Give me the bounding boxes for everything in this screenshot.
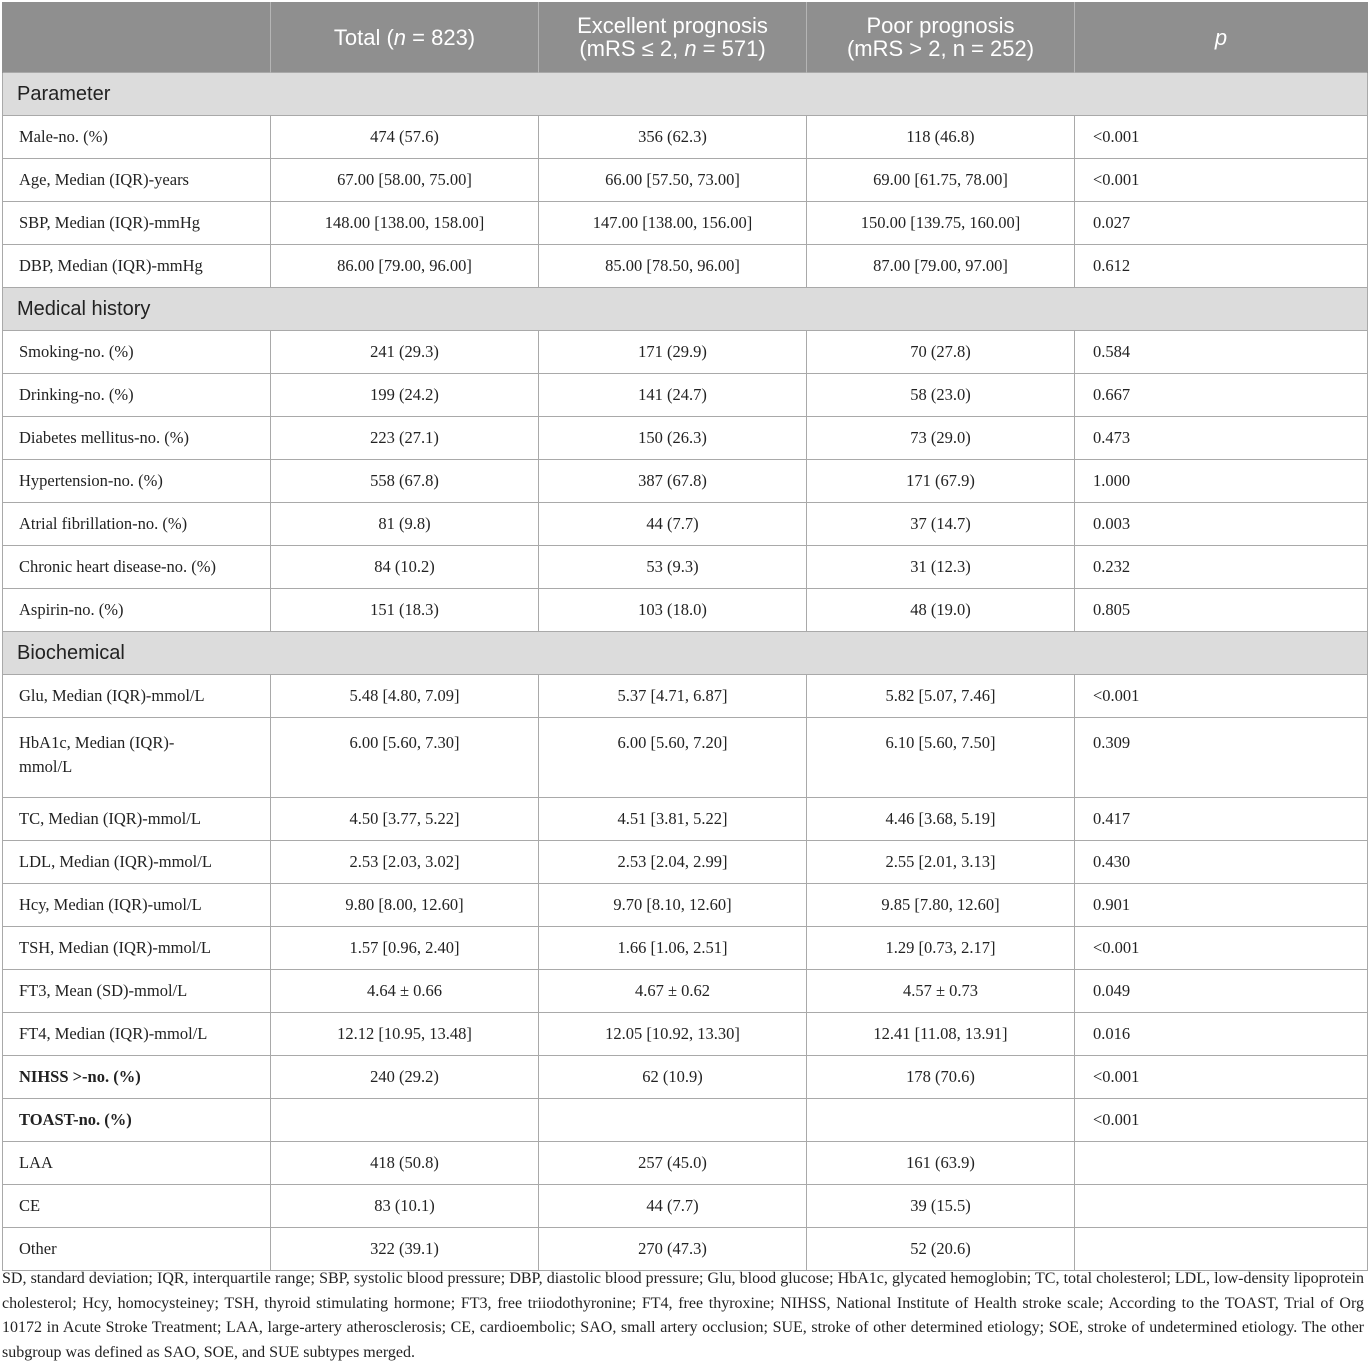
cell-excellent: 147.00 [138.00, 156.00] [539, 202, 807, 245]
table-row [3, 884, 1368, 927]
cell-excellent: 44 (7.7) [539, 1185, 807, 1228]
cell-poor: 48 (19.0) [807, 589, 1075, 632]
cell-p: <0.001 [1075, 927, 1368, 970]
cell-excellent: 103 (18.0) [539, 589, 807, 632]
table-row [3, 546, 1368, 589]
row-label: Hcy, Median (IQR)-umol/L [3, 884, 271, 927]
cell-poor: 4.57 ± 0.73 [807, 970, 1075, 1013]
cell-total: 86.00 [79.00, 96.00] [271, 245, 539, 288]
section-biochemical: Biochemical [3, 632, 1368, 675]
cell-total: 84 (10.2) [271, 546, 539, 589]
row-label: Other [3, 1228, 271, 1271]
cell-total: 240 (29.2) [271, 1056, 539, 1099]
cell-poor: 58 (23.0) [807, 374, 1075, 417]
cell-excellent: 6.00 [5.60, 7.20] [539, 718, 807, 798]
cell-p: 0.003 [1075, 503, 1368, 546]
cell-p: 0.612 [1075, 245, 1368, 288]
cell-poor: 118 (46.8) [807, 116, 1075, 159]
cell-p [1075, 1142, 1368, 1185]
cell-excellent: 171 (29.9) [539, 331, 807, 374]
cell-total: 6.00 [5.60, 7.30] [271, 718, 539, 798]
table-row [3, 970, 1368, 1013]
cell-poor: 1.29 [0.73, 2.17] [807, 927, 1075, 970]
cell-p: <0.001 [1075, 159, 1368, 202]
table-row [3, 718, 1368, 798]
row-label: Aspirin-no. (%) [3, 589, 271, 632]
row-label: CE [3, 1185, 271, 1228]
section-parameter: Parameter [3, 73, 1368, 116]
table-row [3, 675, 1368, 718]
cell-total: 241 (29.3) [271, 331, 539, 374]
cell-excellent: 1.66 [1.06, 2.51] [539, 927, 807, 970]
cell-total: 322 (39.1) [271, 1228, 539, 1271]
cell-total: 418 (50.8) [271, 1142, 539, 1185]
section-row [3, 73, 1368, 116]
cell-total: 9.80 [8.00, 12.60] [271, 884, 539, 927]
cell-total: 5.48 [4.80, 7.09] [271, 675, 539, 718]
cell-excellent: 387 (67.8) [539, 460, 807, 503]
cell-excellent: 150 (26.3) [539, 417, 807, 460]
table-row [3, 798, 1368, 841]
cell-p: 0.027 [1075, 202, 1368, 245]
table-row [3, 1013, 1368, 1056]
cell-p [1075, 1185, 1368, 1228]
table-row [3, 245, 1368, 288]
row-label: TSH, Median (IQR)-mmol/L [3, 927, 271, 970]
cell-excellent: 9.70 [8.10, 12.60] [539, 884, 807, 927]
row-label: Age, Median (IQR)-years [3, 159, 271, 202]
cell-poor: 2.55 [2.01, 3.13] [807, 841, 1075, 884]
cell-p: 0.417 [1075, 798, 1368, 841]
header-excellent-line1: Excellent prognosis [577, 13, 768, 38]
cell-excellent: 5.37 [4.71, 6.87] [539, 675, 807, 718]
section-medical-history: Medical history [3, 288, 1368, 331]
table-row [3, 1228, 1368, 1271]
row-label: DBP, Median (IQR)-mmHg [3, 245, 271, 288]
cell-p: 0.309 [1075, 718, 1368, 798]
header-p-label: p [1214, 24, 1228, 50]
header-total-post: = 823) [406, 24, 476, 50]
header-total-pre: Total ( [333, 24, 394, 50]
cell-total [271, 1099, 539, 1142]
cell-poor: 52 (20.6) [807, 1228, 1075, 1271]
row-label: TOAST-no. (%) [3, 1099, 271, 1142]
cell-excellent [539, 1099, 807, 1142]
header-p-value [1075, 2, 1368, 73]
cell-excellent: 85.00 [78.50, 96.00] [539, 245, 807, 288]
cell-poor: 87.00 [79.00, 97.00] [807, 245, 1075, 288]
cell-p: 0.805 [1075, 589, 1368, 632]
cell-total: 4.50 [3.77, 5.22] [271, 798, 539, 841]
cell-p: <0.001 [1075, 1056, 1368, 1099]
cell-poor: 12.41 [11.08, 13.91] [807, 1013, 1075, 1056]
cell-p: 0.049 [1075, 970, 1368, 1013]
table-row [3, 841, 1368, 884]
cell-excellent: 257 (45.0) [539, 1142, 807, 1185]
row-label: SBP, Median (IQR)-mmHg [3, 202, 271, 245]
row-label: LDL, Median (IQR)-mmol/L [3, 841, 271, 884]
cell-p: 0.232 [1075, 546, 1368, 589]
cell-total: 474 (57.6) [271, 116, 539, 159]
header-blank [3, 2, 271, 73]
cell-excellent: 62 (10.9) [539, 1056, 807, 1099]
table-row [3, 1099, 1368, 1142]
row-label: LAA [3, 1142, 271, 1185]
cell-poor: 9.85 [7.80, 12.60] [807, 884, 1075, 927]
cell-total: 558 (67.8) [271, 460, 539, 503]
cell-total: 4.64 ± 0.66 [271, 970, 539, 1013]
cell-excellent: 66.00 [57.50, 73.00] [539, 159, 807, 202]
section-row [3, 288, 1368, 331]
cell-total: 223 (27.1) [271, 417, 539, 460]
table-row [3, 159, 1368, 202]
table-row [3, 331, 1368, 374]
cell-p: 1.000 [1075, 460, 1368, 503]
table-row [3, 1142, 1368, 1185]
row-label: Atrial fibrillation-no. (%) [3, 503, 271, 546]
table-row [3, 460, 1368, 503]
section-row [3, 632, 1368, 675]
cell-poor: 5.82 [5.07, 7.46] [807, 675, 1075, 718]
cell-poor: 4.46 [3.68, 5.19] [807, 798, 1075, 841]
cell-excellent: 4.51 [3.81, 5.22] [539, 798, 807, 841]
table-row [3, 116, 1368, 159]
cell-p: 0.667 [1075, 374, 1368, 417]
row-label: Diabetes mellitus-no. (%) [3, 417, 271, 460]
row-label: Chronic heart disease-no. (%) [3, 546, 271, 589]
table-row [3, 589, 1368, 632]
cell-p: 0.473 [1075, 417, 1368, 460]
table-row [3, 202, 1368, 245]
cell-p: <0.001 [1075, 1099, 1368, 1142]
header-poor-line2: (mRS > 2, n = 252) [846, 36, 1035, 61]
header-excellent-pre: (mRS ≤ 2, [579, 36, 685, 61]
row-label: Drinking-no. (%) [3, 374, 271, 417]
cell-excellent: 53 (9.3) [539, 546, 807, 589]
cell-excellent: 270 (47.3) [539, 1228, 807, 1271]
cell-poor: 178 (70.6) [807, 1056, 1075, 1099]
row-label: FT4, Median (IQR)-mmol/L [3, 1013, 271, 1056]
cell-poor: 69.00 [61.75, 78.00] [807, 159, 1075, 202]
table-row [3, 374, 1368, 417]
cell-p: 0.901 [1075, 884, 1368, 927]
header-total-n: n [393, 24, 407, 50]
cell-poor: 73 (29.0) [807, 417, 1075, 460]
header-excellent-n: n [684, 36, 697, 61]
cell-poor: 6.10 [5.60, 7.50] [807, 718, 1075, 798]
table-row [3, 1056, 1368, 1099]
row-label: TC, Median (IQR)-mmol/L [3, 798, 271, 841]
row-label: FT3, Mean (SD)-mmol/L [3, 970, 271, 1013]
cell-poor [807, 1099, 1075, 1142]
cell-poor: 70 (27.8) [807, 331, 1075, 374]
cell-excellent: 141 (24.7) [539, 374, 807, 417]
cell-excellent: 356 (62.3) [539, 116, 807, 159]
table-row [3, 503, 1368, 546]
table-footnote: SD, standard deviation; IQR, interquartile range; SBP, systolic blood pressure; DBP, diastolic blood pressure; Glu, blood glucose; HbA1c, glycated hemoglobin; TC, total cholesterol; LDL, low-density lipoprotein cholesterol; Hcy, homocysteiney; TSH, thyroid stimulating hormone; FT3, free triiodothyronine; FT4, free thyroxine; NIHSS, National Institute of Health stroke scale; According to the TOAST, Trial of Org 10172 in Acute Stroke Treatment; LAA, large-artery atherosclerosis; CE, cardioembolic; SAO, small artery occlusion; SUE, stroke of other determined etiology; SOE, stroke of undetermined etiology. The other subgroup was defined as SAO, SOE, and SUE subtypes merged. [2, 1270, 1364, 1361]
cell-p: 0.584 [1075, 331, 1368, 374]
table-container [2, 2, 1367, 1271]
cell-poor: 171 (67.9) [807, 460, 1075, 503]
cell-total: 12.12 [10.95, 13.48] [271, 1013, 539, 1056]
cell-excellent: 2.53 [2.04, 2.99] [539, 841, 807, 884]
cell-total: 81 (9.8) [271, 503, 539, 546]
cell-poor: 161 (63.9) [807, 1142, 1075, 1185]
cell-total: 83 (10.1) [271, 1185, 539, 1228]
header-excellent-post: = 571) [696, 36, 766, 61]
table-row [3, 1185, 1368, 1228]
cell-total: 1.57 [0.96, 2.40] [271, 927, 539, 970]
row-label: Glu, Median (IQR)-mmol/L [3, 675, 271, 718]
cell-excellent: 44 (7.7) [539, 503, 807, 546]
header-row [3, 2, 1368, 73]
cell-poor: 37 (14.7) [807, 503, 1075, 546]
header-poor [807, 2, 1075, 73]
cell-poor: 31 (12.3) [807, 546, 1075, 589]
table-row [3, 417, 1368, 460]
cell-p: 0.016 [1075, 1013, 1368, 1056]
baseline-characteristics-table [2, 2, 1368, 1271]
cell-p: <0.001 [1075, 116, 1368, 159]
cell-total: 67.00 [58.00, 75.00] [271, 159, 539, 202]
cell-poor: 150.00 [139.75, 160.00] [807, 202, 1075, 245]
table-row [3, 927, 1368, 970]
row-label: HbA1c, Median (IQR)-mmol/L [3, 718, 271, 798]
cell-p: 0.430 [1075, 841, 1368, 884]
cell-total: 151 (18.3) [271, 589, 539, 632]
row-label: NIHSS >-no. (%) [3, 1056, 271, 1099]
cell-excellent: 12.05 [10.92, 13.30] [539, 1013, 807, 1056]
cell-excellent: 4.67 ± 0.62 [539, 970, 807, 1013]
cell-total: 199 (24.2) [271, 374, 539, 417]
row-label: Smoking-no. (%) [3, 331, 271, 374]
row-label: Hypertension-no. (%) [3, 460, 271, 503]
cell-p: <0.001 [1075, 675, 1368, 718]
cell-p [1075, 1228, 1368, 1271]
row-label: Male-no. (%) [3, 116, 271, 159]
header-total [271, 2, 539, 73]
cell-total: 2.53 [2.03, 3.02] [271, 841, 539, 884]
header-excellent [539, 2, 807, 73]
header-poor-line1: Poor prognosis [866, 13, 1015, 38]
cell-total: 148.00 [138.00, 158.00] [271, 202, 539, 245]
cell-poor: 39 (15.5) [807, 1185, 1075, 1228]
